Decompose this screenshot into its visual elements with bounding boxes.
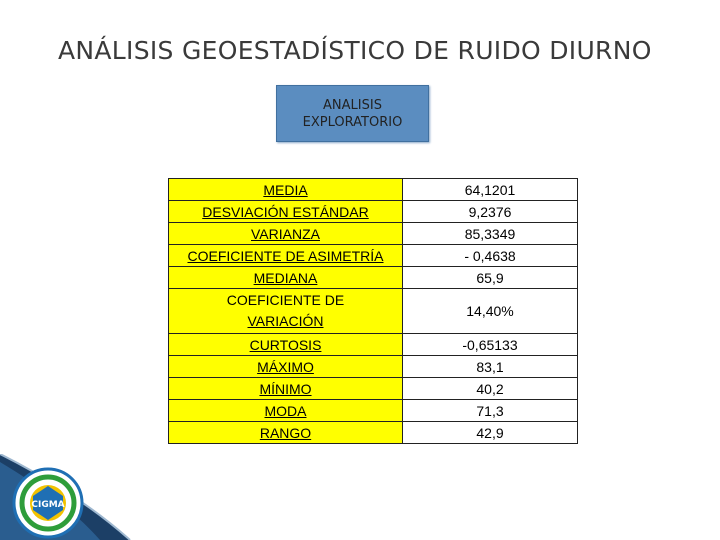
- row-label-moda: MODA: [169, 400, 403, 422]
- row-value-media: 64,1201: [403, 179, 578, 201]
- table-row: [169, 267, 578, 289]
- row-label-curtosis: CURTOSIS: [169, 334, 403, 356]
- exploratory-analysis-badge: [276, 85, 429, 142]
- table-row: [169, 223, 578, 245]
- table-row: [169, 378, 578, 400]
- row-value-desviacion: 9,2376: [403, 201, 578, 223]
- row-label-asimetria: COEFICIENTE DE ASIMETRÍA: [169, 245, 403, 267]
- table-row: [169, 400, 578, 422]
- logo-text: CIGMA: [31, 500, 65, 510]
- badge-line-1: ANALISIS: [323, 97, 382, 113]
- table-row: [169, 334, 578, 356]
- row-value-moda: 71,3: [403, 400, 578, 422]
- table-row: [169, 356, 578, 378]
- row-value-maximo: 83,1: [403, 356, 578, 378]
- page-title: ANÁLISIS GEOESTADÍSTICO DE RUIDO DIURNO: [58, 36, 652, 65]
- table-row: [169, 201, 578, 223]
- row-label-maximo: MÁXIMO: [169, 356, 403, 378]
- row-label-varianza: VARIANZA: [169, 223, 403, 245]
- row-label-coef-variacion: COEFICIENTE DE VARIACIÓN: [169, 289, 403, 334]
- badge-line-2: EXPLORATORIO: [302, 114, 403, 130]
- row-label-desviacion: DESVIACIÓN ESTÁNDAR: [169, 201, 403, 223]
- table-row: [169, 179, 578, 201]
- row-value-asimetria: - 0,4638: [403, 245, 578, 267]
- table-row: [169, 245, 578, 267]
- row-label-minimo: MÍNIMO: [169, 378, 403, 400]
- row-value-curtosis: -0,65133: [403, 334, 578, 356]
- row-value-varianza: 85,3349: [403, 223, 578, 245]
- row-value-mediana: 65,9: [403, 267, 578, 289]
- row-value-coef-variacion: 14,40%: [403, 289, 578, 334]
- statistics-table: [168, 178, 578, 444]
- row-value-rango: 42,9: [403, 422, 578, 444]
- row-label-media: MEDIA: [169, 179, 403, 201]
- table-row: [169, 422, 578, 444]
- row-label-mediana: MEDIANA: [169, 267, 403, 289]
- cigma-logo: [11, 466, 85, 540]
- row-value-minimo: 40,2: [403, 378, 578, 400]
- table-row: [169, 289, 578, 334]
- row-label-rango: RANGO: [169, 422, 403, 444]
